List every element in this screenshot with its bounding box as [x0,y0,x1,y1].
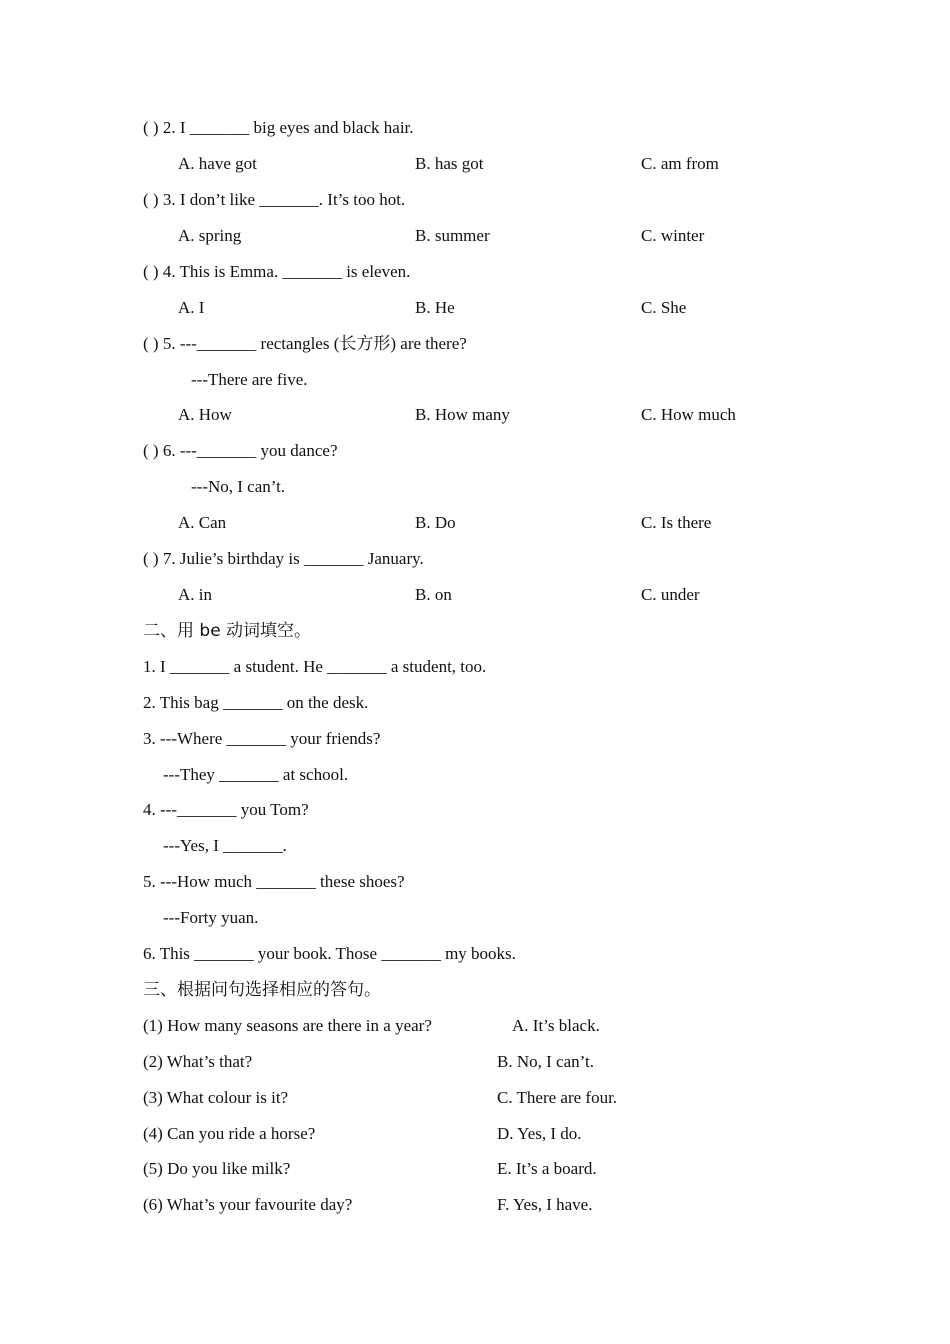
fill-line-6: 6. This _______ your book. Those _______ my books. [143,944,516,963]
fill-line-1: 1. I _______ a student. He _______ a student, too. [143,657,487,676]
match-answer-b: B. No, I can’t. [497,1052,594,1071]
question-2-option-c: C. am from [641,154,719,173]
question-3-option-b: B. summer [415,226,490,245]
match-answer-a: A. It’s black. [512,1016,600,1035]
question-3-stem: ( ) 3. I don’t like _______. It’s too hot. [143,190,406,209]
section-2-heading: 二、用 be 动词填空。 [143,621,312,641]
question-5-option-c: C. How much [641,405,736,424]
question-6-option-c: C. Is there [641,513,712,532]
question-7-option-a: A. in [178,585,212,604]
fill-line-5: 5. ---How much _______ these shoes? [143,872,405,891]
fill-line-5-reply: ---Forty yuan. [163,908,259,927]
match-question-4: (4) Can you ride a horse? [143,1124,316,1143]
match-question-5: (5) Do you like milk? [143,1159,291,1178]
question-6-option-a: A. Can [178,513,227,532]
question-7-stem: ( ) 7. Julie’s birthday is _______ January. [143,549,424,568]
match-question-2: (2) What’s that? [143,1052,253,1071]
match-answer-e: E. It’s a board. [497,1159,597,1178]
question-5-option-b: B. How many [415,405,510,424]
question-4-stem: ( ) 4. This is Emma. _______ is eleven. [143,262,411,281]
fill-line-2: 2. This bag _______ on the desk. [143,693,369,712]
question-5-option-a: A. How [178,405,232,424]
question-6-stem: ( ) 6. ---_______ you dance? [143,441,338,460]
question-3-option-a: A. spring [178,226,242,245]
question-7-option-c: C. under [641,585,700,604]
match-answer-f: F. Yes, I have. [497,1195,593,1214]
match-question-1: (1) How many seasons are there in a year? [143,1016,432,1035]
question-2-stem: ( ) 2. I _______ big eyes and black hair. [143,118,414,137]
match-answer-d: D. Yes, I do. [497,1124,582,1143]
question-2-option-b: B. has got [415,154,484,173]
match-question-6: (6) What’s your favourite day? [143,1195,353,1214]
question-4-option-a: A. I [178,298,205,317]
fill-line-3: 3. ---Where _______ your friends? [143,729,381,748]
question-4-option-c: C. She [641,298,687,317]
question-4-option-b: B. He [415,298,455,317]
question-7-option-b: B. on [415,585,452,604]
match-question-3: (3) What colour is it? [143,1088,289,1107]
section-3-heading: 三、根据问句选择相应的答句。 [143,980,381,1000]
question-5-reply: ---There are five. [191,370,308,389]
fill-line-4: 4. ---_______ you Tom? [143,800,309,819]
fill-line-4-reply: ---Yes, I _______. [163,836,287,855]
question-5-stem: ( ) 5. ---_______ rectangles (长方形) are there? [143,334,467,353]
fill-line-3-reply: ---They _______ at school. [163,765,349,784]
match-answer-c: C. There are four. [497,1088,618,1107]
question-6-option-b: B. Do [415,513,456,532]
question-3-option-c: C. winter [641,226,705,245]
question-2-option-a: A. have got [178,154,257,173]
question-6-reply: ---No, I can’t. [191,477,286,496]
